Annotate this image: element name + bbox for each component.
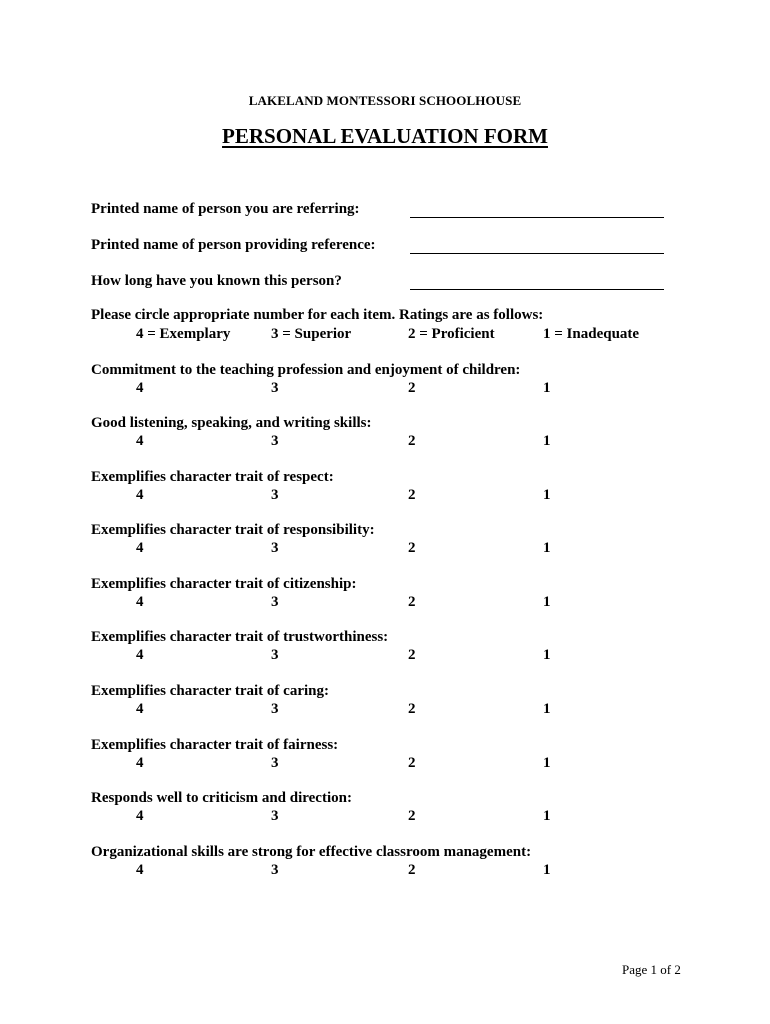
rating-option-1[interactable]: 1 bbox=[543, 808, 551, 824]
rating-row-citizenship bbox=[91, 594, 691, 614]
rating-option-4[interactable]: 4 bbox=[136, 647, 144, 663]
rating-option-2[interactable]: 2 bbox=[408, 755, 416, 771]
rating-option-1[interactable]: 1 bbox=[543, 701, 551, 717]
rating-option-4[interactable]: 4 bbox=[136, 540, 144, 556]
rating-option-4[interactable]: 4 bbox=[136, 701, 144, 717]
rating-option-3[interactable]: 3 bbox=[271, 862, 279, 878]
item-label-caring: Exemplifies character trait of caring: bbox=[91, 683, 329, 699]
rating-option-4[interactable]: 4 bbox=[136, 594, 144, 610]
rating-option-2[interactable]: 2 bbox=[408, 701, 416, 717]
item-label-criticism: Responds well to criticism and direction: bbox=[91, 790, 352, 806]
referred-person-field bbox=[91, 201, 671, 221]
rating-option-3[interactable]: 3 bbox=[271, 755, 279, 771]
legend-superior: 3 = Superior bbox=[271, 326, 352, 342]
known-duration-input[interactable] bbox=[410, 289, 664, 290]
rating-option-4[interactable]: 4 bbox=[136, 433, 144, 449]
known-duration-field bbox=[91, 273, 671, 293]
referred-person-input[interactable] bbox=[410, 217, 664, 218]
rating-option-4[interactable]: 4 bbox=[136, 487, 144, 503]
reference-provider-field bbox=[91, 237, 671, 257]
rating-option-2[interactable]: 2 bbox=[408, 594, 416, 610]
rating-option-3[interactable]: 3 bbox=[271, 808, 279, 824]
rating-row-criticism bbox=[91, 808, 691, 828]
rating-row-caring bbox=[91, 701, 691, 721]
rating-option-3[interactable]: 3 bbox=[271, 701, 279, 717]
rating-row-responsibility bbox=[91, 540, 691, 560]
item-label-citizenship: Exemplifies character trait of citizenship: bbox=[91, 576, 357, 592]
rating-row-respect bbox=[91, 487, 691, 507]
rating-row-communication bbox=[91, 433, 691, 453]
item-label-fairness: Exemplifies character trait of fairness: bbox=[91, 737, 339, 753]
rating-row-trustworthiness bbox=[91, 647, 691, 667]
page-number: Page 1 of 2 bbox=[622, 962, 681, 977]
rating-option-2[interactable]: 2 bbox=[408, 540, 416, 556]
field-label: Printed name of person providing reference: bbox=[91, 237, 376, 253]
rating-option-2[interactable]: 2 bbox=[408, 808, 416, 824]
item-label-respect: Exemplifies character trait of respect: bbox=[91, 469, 334, 485]
rating-option-1[interactable]: 1 bbox=[543, 862, 551, 878]
rating-option-1[interactable]: 1 bbox=[543, 433, 551, 449]
rating-option-2[interactable]: 2 bbox=[408, 647, 416, 663]
rating-option-4[interactable]: 4 bbox=[136, 808, 144, 824]
rating-option-2[interactable]: 2 bbox=[408, 380, 416, 396]
rating-option-3[interactable]: 3 bbox=[271, 540, 279, 556]
rating-option-2[interactable]: 2 bbox=[408, 487, 416, 503]
rating-row-fairness bbox=[91, 755, 691, 775]
item-label-responsibility: Exemplifies character trait of responsibility: bbox=[91, 522, 375, 538]
rating-legend bbox=[91, 326, 691, 346]
rating-option-3[interactable]: 3 bbox=[271, 594, 279, 610]
item-label-commitment: Commitment to the teaching profession and enjoyment of children: bbox=[91, 362, 521, 378]
rating-instructions: Please circle appropriate number for each item. Ratings are as follows: bbox=[91, 307, 544, 323]
school-name: LAKELAND MONTESSORI SCHOOLHOUSE bbox=[248, 93, 522, 108]
rating-option-1[interactable]: 1 bbox=[543, 380, 551, 396]
rating-option-4[interactable]: 4 bbox=[136, 862, 144, 878]
rating-option-2[interactable]: 2 bbox=[408, 862, 416, 878]
legend-inadequate: 1 = Inadequate bbox=[543, 326, 640, 342]
reference-provider-input[interactable] bbox=[410, 253, 664, 254]
rating-row-organization bbox=[91, 862, 691, 882]
rating-row-commitment bbox=[91, 380, 691, 400]
rating-option-3[interactable]: 3 bbox=[271, 647, 279, 663]
item-label-organization: Organizational skills are strong for effective classroom management: bbox=[91, 844, 532, 860]
rating-option-3[interactable]: 3 bbox=[271, 487, 279, 503]
rating-option-1[interactable]: 1 bbox=[543, 594, 551, 610]
rating-option-2[interactable]: 2 bbox=[408, 433, 416, 449]
form-title: PERSONAL EVALUATION FORM bbox=[222, 124, 548, 148]
item-label-trustworthiness: Exemplifies character trait of trustworthiness: bbox=[91, 629, 389, 645]
rating-option-3[interactable]: 3 bbox=[271, 433, 279, 449]
rating-option-1[interactable]: 1 bbox=[543, 647, 551, 663]
rating-option-4[interactable]: 4 bbox=[136, 380, 144, 396]
rating-option-3[interactable]: 3 bbox=[271, 380, 279, 396]
rating-option-1[interactable]: 1 bbox=[543, 487, 551, 503]
item-label-communication: Good listening, speaking, and writing skills: bbox=[91, 415, 372, 431]
field-label: Printed name of person you are referring: bbox=[91, 201, 360, 217]
legend-proficient: 2 = Proficient bbox=[408, 326, 495, 342]
rating-option-4[interactable]: 4 bbox=[136, 755, 144, 771]
field-label: How long have you known this person? bbox=[91, 273, 342, 289]
rating-option-1[interactable]: 1 bbox=[543, 540, 551, 556]
legend-exemplary: 4 = Exemplary bbox=[136, 326, 231, 342]
rating-option-1[interactable]: 1 bbox=[543, 755, 551, 771]
